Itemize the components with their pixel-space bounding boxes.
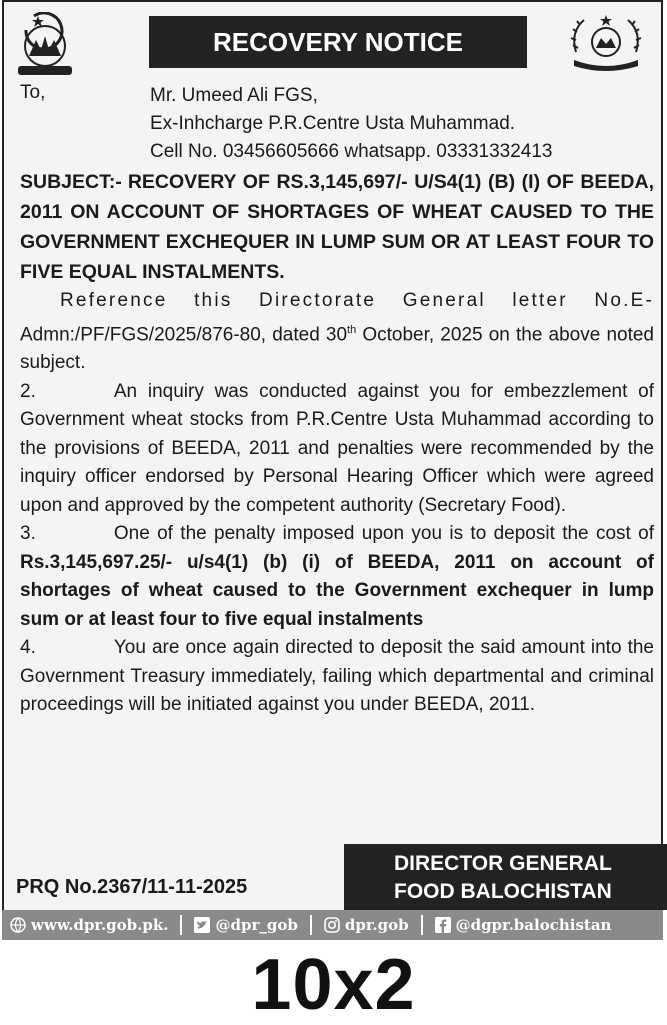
footer-divider [421,915,423,935]
website-text: www.dpr.gob.pk. [31,916,169,934]
reference-rest: October, 2025 on the above noted subject. [20,323,654,374]
twitter-icon [194,917,210,933]
reference-lead: Reference this Directorate General letter No.E- [60,290,654,311]
footer-divider [180,915,182,935]
facebook-icon [435,917,451,933]
recovery-notice [2,0,663,940]
addressee-block [150,82,553,166]
para-4-text: You are once again directed to deposit the said amount into the Government Treasury immediately, failing which departmental and criminal proceedings will be initiated against you under BEEDA, 2011. [20,637,654,716]
page-title: RECOVERY NOTICE [149,16,527,68]
para-3-number: 3. [20,523,36,545]
website-link[interactable] [10,916,168,934]
reference-paragraph [20,287,654,378]
balochistan-emblem-icon [12,12,78,78]
signature-block [344,844,667,910]
footer-divider [310,915,312,935]
para-3-text: One of the penalty imposed upon you is to deposit the cost of [113,523,654,545]
instagram-icon [324,917,340,933]
para-2-text: An inquiry was conducted against you for embezzlement of Government wheat stocks from P.R.Centre Usta Muhammad according to the provisions of BEEDA, 2011 and penalties were recommended by the inquiry officer endorsed by Personal Hearing Officer which were agreed upon and approved by the competent authority (Secretary Food). [20,380,654,516]
addressee-designation: Ex-Inhcharge P.R.Centre Usta Muhammad. [150,113,516,134]
instagram-handle: dpr.gob [344,916,409,934]
to-label: To, [20,82,46,103]
globe-icon [10,917,26,933]
subject [20,167,654,287]
instagram-link[interactable] [324,916,409,934]
notice-body [20,167,654,720]
reference-sup: th [347,323,357,336]
para-3-bold: Rs.3,145,697.25/- u/s4(1) (b) (i) of BEEDA, 2011 on account of shortages of wheat caused to the Government exchequer in lump sum or at least four to five equal instalments [20,551,654,630]
social-footer [2,910,663,940]
signature-department: FOOD BALOCHISTAN [394,880,612,903]
facebook-handle: @dgpr.balochistan [455,916,612,934]
ad-size-label: 10x2 [251,945,416,1025]
subject-text: RECOVERY OF RS.3,145,697/- U/S4(1) (B) (I) OF BEEDA, 2011 ON ACCOUNT OF SHORTAGES OF WHEAT CAUSED TO THE GOVERNMENT EXCHEQUER IN LUMP SUM OR AT LEAST FOUR TO FIVE EQUAL INSTALMENTS. [20,171,654,283]
twitter-link[interactable] [194,916,297,934]
signature-title: DIRECTOR GENERAL [394,852,612,875]
paragraph-4 [20,634,654,720]
twitter-handle: @dpr_gob [215,916,298,934]
facebook-link[interactable] [435,916,612,934]
paragraph-3 [20,520,654,634]
para-4-number: 4. [20,637,36,659]
para-2-number: 2. [20,380,36,402]
addressee-name: Mr. Umeed Ali FGS, [150,85,318,106]
reference-letter: Admn:/PF/FGS/2025/876-80, dated 30 [20,323,348,345]
subject-label: SUBJECT:- [20,171,122,193]
addressee-contact: Cell No. 03456605666 whatsapp. 03331332413 [150,141,553,162]
paragraph-2 [20,378,654,521]
food-department-emblem-icon [566,12,646,74]
prq-number: PRQ No.2367/11-11-2025 [16,876,248,898]
